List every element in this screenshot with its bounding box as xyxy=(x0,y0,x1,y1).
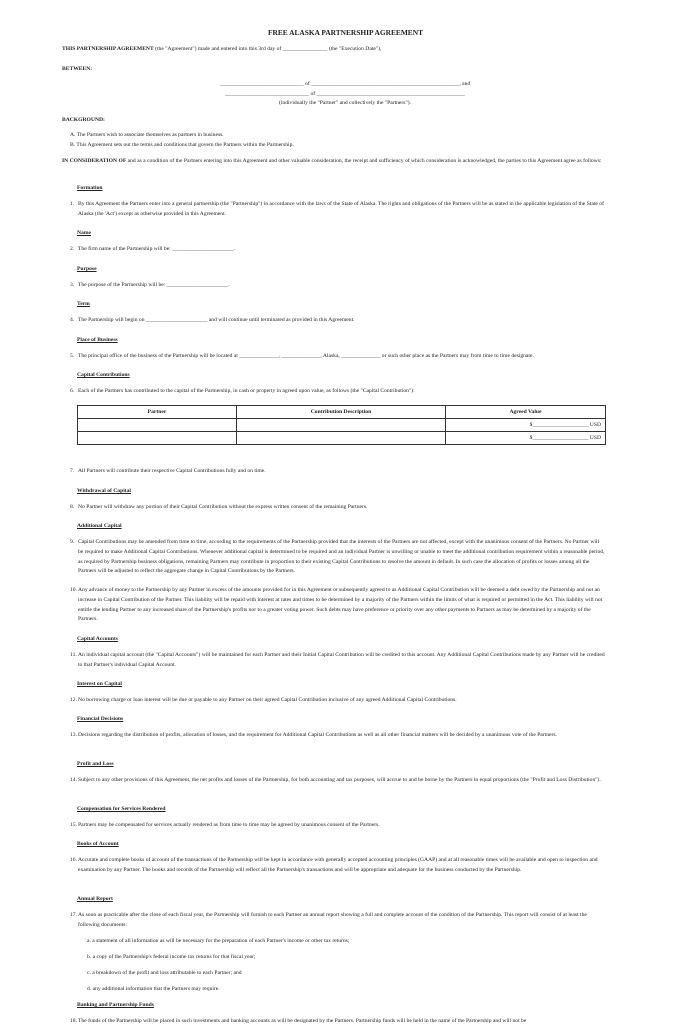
heading-purpose: Purpose xyxy=(77,266,97,272)
background-b: B. This Agreement sets out the terms and conditions that govern the Partners within the Partnership. xyxy=(70,142,294,148)
annual-report-item-b: b. a copy of the Partnership's federal income tax returns for that fiscal year; xyxy=(87,954,256,960)
clause-text: The firm name of the Partnership will be: ______________________. xyxy=(78,246,236,252)
clause-text: The principal office of the business of the Partnership will be located at ______________, ______________, Alaska, ______________ or such other place as the Partners may from time to time designate. xyxy=(78,353,534,359)
annual-report-item-a: a. a statement of all information as will be necessary for the preparation of each Partner's income or other tax returns; xyxy=(87,938,350,944)
consideration-paragraph xyxy=(62,157,607,167)
clause-number: 11. xyxy=(70,652,77,658)
heading-profit-and-loss: Profit and Loss xyxy=(77,761,114,767)
agreed-value-cell: $____________________ USD xyxy=(446,419,606,432)
party-line-2: ______________________________ of _____________________________________________________ xyxy=(225,91,465,97)
clause-6 xyxy=(70,387,605,397)
clause-12 xyxy=(70,696,605,706)
party-line-1: ______________________________ of _____________________________________________________, and xyxy=(219,81,471,87)
clause-14 xyxy=(70,776,605,786)
clause-16 xyxy=(70,856,605,876)
clause-2 xyxy=(70,245,605,255)
table-row xyxy=(78,419,606,432)
clause-number: 18. xyxy=(70,1018,77,1024)
between-heading: BETWEEN: xyxy=(62,66,93,72)
clause-number: 13. xyxy=(70,732,77,738)
table-header: Partner xyxy=(78,406,237,419)
clause-text: Decisions regarding the distribution of profits, allocation of losses, and the requirement for Additional Capital Contributions as well as all other financial matters will be decided by a unanimous vote of the Partners. xyxy=(78,732,557,738)
clause-text: All Partners will contribute their respective Capital Contributions fully and on time. xyxy=(78,468,266,474)
clause-text: As soon as practicable after the close of each fiscal year, the Partnership will furnish to each Partner an annual report showing a full and complete account of the condition of the Partnership. This report will consist of at least the following documents: xyxy=(78,912,587,928)
annual-report-item-c: c. a breakdown of the profit and loss attributable to each Partner; and xyxy=(87,970,242,976)
heading-interest-on-capital: Interest on Capital xyxy=(77,681,122,687)
heading-additional-capital: Additional Capital xyxy=(77,523,122,529)
clause-number: 17. xyxy=(70,912,77,918)
clause-1 xyxy=(70,200,605,220)
heading-term: Term xyxy=(77,301,90,307)
clause-number: 5. xyxy=(70,353,75,359)
clause-number: 8. xyxy=(70,504,75,510)
clause-text: Capital Contributions may be amended from time to time, according to the requirements of the Partnership provided that the interests of the Partners are not affected, except with the unanimous consent of the Partners. No Partner will be required to make Additional Capital Contributions. Whenever additional capital is determined to be required and an individual Partner is unwilling or unable to meet the additional contribution requirement within a reasonable period, as required by Partnership business obligations, remaining Partners may contribute in proportion to their existing Capital Contributions to resolve the amount in default. In such case the allocation of profits or losses among all the Partners will be adjusted to reflect the aggregate change in Capital Contributions by the Partners. xyxy=(78,539,605,575)
clause-number: 6. xyxy=(70,388,75,394)
party-line-3: (individually the "Partner" and collectively the "Partners"). xyxy=(278,100,411,106)
clause-15 xyxy=(70,821,605,831)
clause-number: 4. xyxy=(70,317,75,323)
clause-text: The funds of the Partnership will be placed in such investments and banking accounts as will be designated by the Partners. Partnership funds will be held in the name of the Partnership and will not be xyxy=(78,1018,527,1024)
capital-contribution-table xyxy=(77,405,606,445)
clause-8 xyxy=(70,503,605,513)
clause-number: 16. xyxy=(70,857,77,863)
clause-text: No borrowing charge or loan interest will be due or payable to any Partner on their agreed Capital Contribution inclusive of any agreed Additional Capital Contributions. xyxy=(78,697,457,703)
background-a: A. The Partners wish to associate themselves as partners in business. xyxy=(70,132,224,138)
heading-capital-accounts: Capital Accounts xyxy=(77,636,118,642)
clause-4 xyxy=(70,316,605,326)
table-header: Agreed Value xyxy=(446,406,606,419)
clause-9 xyxy=(70,538,605,577)
clause-5 xyxy=(70,352,605,362)
clause-text: An individual capital account (the "Capital Accounts") will be maintained for each Partner and their Initial Capital Contribution will be credited to this account. Any Additional Capital Contributions made by any Partner will be credited to that Partner's individual Capital Account. xyxy=(78,652,605,668)
heading-financial-decisions: Financial Decisions xyxy=(77,716,124,722)
clause-number: 2. xyxy=(70,246,75,252)
clause-text: The Partnership will begin on ______________________ and will continue until terminated as provided in this Agreement. xyxy=(78,317,355,323)
table-header: Contribution Description xyxy=(237,406,446,419)
annual-report-item-d: d. any additional information that the Partners may require. xyxy=(87,986,220,992)
clause-text: The purpose of the Partnership will be: ______________________. xyxy=(78,282,230,288)
clause-number: 15. xyxy=(70,822,77,828)
agreed-value-cell: $____________________ USD xyxy=(446,432,606,445)
heading-formation: Formation xyxy=(77,185,103,191)
table-cell xyxy=(78,432,237,445)
heading-books-of-account: Books of Account xyxy=(77,841,119,847)
clause-number: 10. xyxy=(70,587,77,593)
heading-name: Name xyxy=(77,230,91,236)
table-cell xyxy=(78,419,237,432)
heading-banking: Banking and Partnership Funds xyxy=(77,1002,154,1008)
clause-7 xyxy=(70,467,605,477)
clause-text: Partners may be compensated for services actually rendered as from time to time may be agreed by unanimous consent of the Partners. xyxy=(78,822,380,828)
heading-compensation: Compensation for Services Rendered xyxy=(77,806,166,812)
clause-text: Accurate and complete books of account of the transactions of the Partnership will be kept in accordance with generally accepted accounting principles (GAAP) and at all reasonable times will be available and open to inspection and examination by any Partner. The books and records of the Partnership will reflect all the Partnership's transactions and will be appropriate and adequate for the business conducted by the Partnership. xyxy=(78,857,598,873)
clause-text: Each of the Partners has contributed to the capital of the Partnership, in cash or property in agreed upon value, as follows (the "Capital Contribution"): xyxy=(78,388,415,394)
clause-number: 14. xyxy=(70,777,77,783)
clause-number: 3. xyxy=(70,282,75,288)
heading-withdrawal-of-capital: Withdrawal of Capital xyxy=(77,488,131,494)
table-cell xyxy=(237,432,446,445)
clause-17 xyxy=(70,911,605,931)
clause-text: Any advance of money to the Partnership by any Partner in excess of the amounts provided for in this Agreement or subsequently agreed to as Additional Capital Contribution will be deemed a debt owed by the Partnership and not an increase in Capital Contribution of the Partner. This liability will be repaid with interest at rates and times to be determined by a majority of the Partners within the limits of what is required or permitted in the Act. This liability will not entitle the lending Partner to any increased share of the Partnership's profits nor to a greater voting power. Such debts may have preference or priority over any other payments to Partners as may be determined by a majority of the Partners. xyxy=(78,587,603,623)
consideration-text: and as a condition of the Partners entering into this Agreement and other valuable consideration, the receipt and sufficiency of which consideration is acknowledged, the parties to this Agreement agree as follows: xyxy=(126,158,602,164)
table-row xyxy=(78,432,606,445)
clause-text: Subject to any other provisions of this Agreement, the net profits and losses of the Partnership, for both accounting and tax purposes, will accrue to and be borne by the Partners in equal proportions (the "Profit and Loss Distribution"). xyxy=(78,777,601,783)
table-cell xyxy=(237,419,446,432)
document-title: FREE ALASKA PARTNERSHIP AGREEMENT xyxy=(267,28,424,37)
clause-3 xyxy=(70,281,605,291)
clause-number: 1. xyxy=(70,201,75,207)
heading-annual-report: Annual Report xyxy=(77,896,113,902)
clause-number: 7. xyxy=(70,468,75,474)
clause-18 xyxy=(70,1017,605,1027)
clause-13 xyxy=(70,731,605,741)
clause-10 xyxy=(70,586,605,625)
clause-11 xyxy=(70,651,605,671)
table-header-row xyxy=(78,406,606,419)
intro-paragraph xyxy=(62,45,381,55)
intro-text: (the "Agreement") made and entered into this 3rd day of ________________ (the "Execution Date"), xyxy=(153,46,382,52)
heading-place-of-business: Place of Business xyxy=(77,337,118,343)
clause-text: By this Agreement the Partners enter into a general partnership (the "Partnership") in accordance with the laws of the State of Alaska. The rights and obligations of the Partners will be as stated in the applicable legislation of the State of Alaska (the 'Act') except as otherwise provided in this Agreement. xyxy=(78,201,604,217)
clause-number: 12. xyxy=(70,697,77,703)
clause-text: No Partner will withdraw any portion of their Capital Contribution without the express written consent of the remaining Partners. xyxy=(78,504,368,510)
background-heading: BACKGROUND: xyxy=(62,117,105,123)
heading-capital-contributions: Capital Contributions xyxy=(77,372,130,378)
intro-bold: THIS PARTNERSHIP AGREEMENT xyxy=(62,46,154,52)
consideration-bold: IN CONSIDERATION OF xyxy=(62,158,127,164)
clause-number: 9. xyxy=(70,539,75,545)
